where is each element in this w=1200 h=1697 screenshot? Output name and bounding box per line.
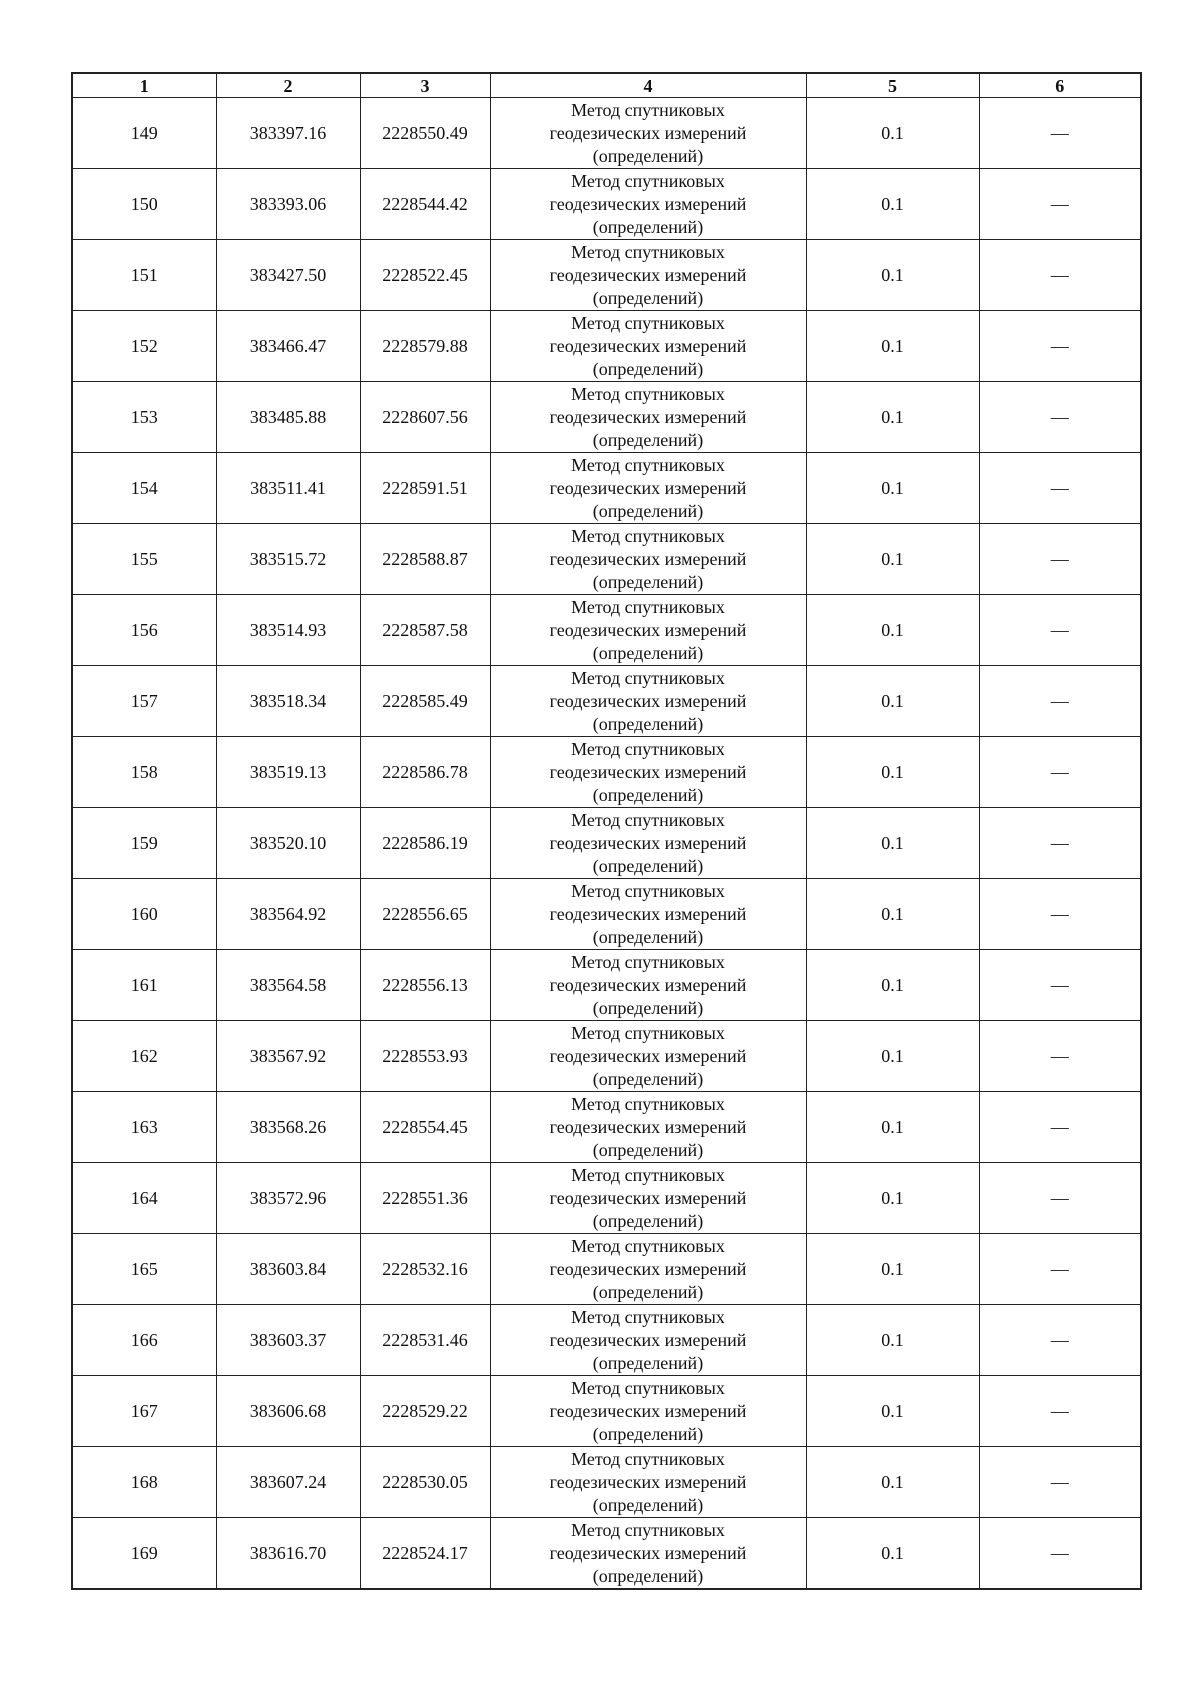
method-line: (определений) xyxy=(592,1565,704,1586)
x-coordinate-cell: 383603.37 xyxy=(216,1305,360,1376)
method-line: Метод спутниковых xyxy=(571,99,725,120)
method-line: геодезических измерений xyxy=(549,548,747,569)
method-line: (определений) xyxy=(592,997,704,1018)
y-coordinate-cell: 2228550.49 xyxy=(360,98,490,169)
method-line: (определений) xyxy=(592,855,704,876)
accuracy-cell: 0.1 xyxy=(806,1092,979,1163)
note-cell: — xyxy=(979,311,1141,382)
method-line: геодезических измерений xyxy=(549,193,747,214)
y-coordinate-cell: 2228607.56 xyxy=(360,382,490,453)
method-line: геодезических измерений xyxy=(549,264,747,285)
method-cell xyxy=(490,98,806,169)
y-coordinate-cell: 2228553.93 xyxy=(360,1021,490,1092)
point-number-cell: 151 xyxy=(72,240,216,311)
y-coordinate-cell: 2228585.49 xyxy=(360,666,490,737)
y-coordinate-cell: 2228531.46 xyxy=(360,1305,490,1376)
table-row xyxy=(72,1163,1141,1234)
method-line: геодезических измерений xyxy=(549,761,747,782)
accuracy-cell: 0.1 xyxy=(806,666,979,737)
method-line: геодезических измерений xyxy=(549,903,747,924)
x-coordinate-cell: 383564.58 xyxy=(216,950,360,1021)
note-cell: — xyxy=(979,950,1141,1021)
x-coordinate-cell: 383603.84 xyxy=(216,1234,360,1305)
method-line: (определений) xyxy=(592,1139,704,1160)
table-row xyxy=(72,1518,1141,1590)
note-cell: — xyxy=(979,737,1141,808)
method-cell xyxy=(490,595,806,666)
method-cell xyxy=(490,311,806,382)
accuracy-cell: 0.1 xyxy=(806,1021,979,1092)
accuracy-cell: 0.1 xyxy=(806,382,979,453)
point-number-cell: 153 xyxy=(72,382,216,453)
accuracy-cell: 0.1 xyxy=(806,879,979,950)
method-line: Метод спутниковых xyxy=(571,596,725,617)
point-number-cell: 158 xyxy=(72,737,216,808)
method-line: (определений) xyxy=(592,1281,704,1302)
table-row xyxy=(72,666,1141,737)
table-row xyxy=(72,1305,1141,1376)
method-line: Метод спутниковых xyxy=(571,809,725,830)
y-coordinate-cell: 2228588.87 xyxy=(360,524,490,595)
method-cell xyxy=(490,666,806,737)
method-cell xyxy=(490,1376,806,1447)
note-cell: — xyxy=(979,1092,1141,1163)
method-cell xyxy=(490,808,806,879)
method-line: геодезических измерений xyxy=(549,1400,747,1421)
point-number-cell: 168 xyxy=(72,1447,216,1518)
table-row xyxy=(72,595,1141,666)
method-line: Метод спутниковых xyxy=(571,738,725,759)
method-line: Метод спутниковых xyxy=(571,1377,725,1398)
method-cell xyxy=(490,240,806,311)
method-line: Метод спутниковых xyxy=(571,1306,725,1327)
header-col-1: 1 xyxy=(72,73,216,98)
method-cell xyxy=(490,453,806,524)
note-cell: — xyxy=(979,98,1141,169)
point-number-cell: 160 xyxy=(72,879,216,950)
table-row xyxy=(72,737,1141,808)
x-coordinate-cell: 383427.50 xyxy=(216,240,360,311)
y-coordinate-cell: 2228587.58 xyxy=(360,595,490,666)
table-row xyxy=(72,382,1141,453)
note-cell: — xyxy=(979,382,1141,453)
method-line: геодезических измерений xyxy=(549,690,747,711)
method-cell xyxy=(490,382,806,453)
point-number-cell: 156 xyxy=(72,595,216,666)
table-row xyxy=(72,1021,1141,1092)
x-coordinate-cell: 383572.96 xyxy=(216,1163,360,1234)
note-cell: — xyxy=(979,1234,1141,1305)
method-line: Метод спутниковых xyxy=(571,880,725,901)
note-cell: — xyxy=(979,808,1141,879)
accuracy-cell: 0.1 xyxy=(806,808,979,879)
accuracy-cell: 0.1 xyxy=(806,595,979,666)
method-line: Метод спутниковых xyxy=(571,454,725,475)
point-number-cell: 155 xyxy=(72,524,216,595)
method-cell xyxy=(490,1092,806,1163)
table-row xyxy=(72,524,1141,595)
method-line: геодезических измерений xyxy=(549,619,747,640)
point-number-cell: 154 xyxy=(72,453,216,524)
method-cell xyxy=(490,1234,806,1305)
accuracy-cell: 0.1 xyxy=(806,950,979,1021)
method-cell xyxy=(490,879,806,950)
header-col-4: 4 xyxy=(490,73,806,98)
point-number-cell: 157 xyxy=(72,666,216,737)
point-number-cell: 152 xyxy=(72,311,216,382)
note-cell: — xyxy=(979,1518,1141,1590)
method-line: геодезических измерений xyxy=(549,1258,747,1279)
method-line: геодезических измерений xyxy=(549,122,747,143)
method-line: Метод спутниковых xyxy=(571,1448,725,1469)
x-coordinate-cell: 383616.70 xyxy=(216,1518,360,1590)
table-row xyxy=(72,169,1141,240)
method-cell xyxy=(490,169,806,240)
method-cell xyxy=(490,737,806,808)
table-row xyxy=(72,950,1141,1021)
accuracy-cell: 0.1 xyxy=(806,240,979,311)
accuracy-cell: 0.1 xyxy=(806,737,979,808)
method-cell xyxy=(490,1518,806,1590)
point-number-cell: 167 xyxy=(72,1376,216,1447)
method-line: (определений) xyxy=(592,1494,704,1515)
accuracy-cell: 0.1 xyxy=(806,1447,979,1518)
y-coordinate-cell: 2228586.78 xyxy=(360,737,490,808)
coordinates-table xyxy=(71,72,1142,1590)
method-line: геодезических измерений xyxy=(549,406,747,427)
method-line: (определений) xyxy=(592,1210,704,1231)
x-coordinate-cell: 383515.72 xyxy=(216,524,360,595)
point-number-cell: 159 xyxy=(72,808,216,879)
y-coordinate-cell: 2228556.13 xyxy=(360,950,490,1021)
table-header xyxy=(72,73,1141,98)
method-line: геодезических измерений xyxy=(549,1329,747,1350)
header-col-2: 2 xyxy=(216,73,360,98)
note-cell: — xyxy=(979,240,1141,311)
y-coordinate-cell: 2228586.19 xyxy=(360,808,490,879)
y-coordinate-cell: 2228554.45 xyxy=(360,1092,490,1163)
table-body xyxy=(72,98,1141,1590)
table-row xyxy=(72,808,1141,879)
method-line: Метод спутниковых xyxy=(571,667,725,688)
point-number-cell: 163 xyxy=(72,1092,216,1163)
y-coordinate-cell: 2228532.16 xyxy=(360,1234,490,1305)
method-line: (определений) xyxy=(592,500,704,521)
method-line: (определений) xyxy=(592,287,704,308)
accuracy-cell: 0.1 xyxy=(806,524,979,595)
method-line: Метод спутниковых xyxy=(571,1235,725,1256)
table-row xyxy=(72,1234,1141,1305)
method-cell xyxy=(490,1447,806,1518)
header-row xyxy=(72,73,1141,98)
method-line: Метод спутниковых xyxy=(571,1022,725,1043)
method-cell xyxy=(490,524,806,595)
method-line: (определений) xyxy=(592,784,704,805)
point-number-cell: 162 xyxy=(72,1021,216,1092)
y-coordinate-cell: 2228579.88 xyxy=(360,311,490,382)
point-number-cell: 149 xyxy=(72,98,216,169)
method-cell xyxy=(490,1305,806,1376)
method-line: Метод спутниковых xyxy=(571,170,725,191)
method-line: (определений) xyxy=(592,429,704,450)
note-cell: — xyxy=(979,453,1141,524)
method-line: геодезических измерений xyxy=(549,1542,747,1563)
method-line: геодезических измерений xyxy=(549,477,747,498)
note-cell: — xyxy=(979,1447,1141,1518)
note-cell: — xyxy=(979,1376,1141,1447)
note-cell: — xyxy=(979,1305,1141,1376)
method-line: Метод спутниковых xyxy=(571,312,725,333)
accuracy-cell: 0.1 xyxy=(806,311,979,382)
method-line: Метод спутниковых xyxy=(571,241,725,262)
header-col-5: 5 xyxy=(806,73,979,98)
accuracy-cell: 0.1 xyxy=(806,1234,979,1305)
table-row xyxy=(72,1092,1141,1163)
method-line: геодезических измерений xyxy=(549,1187,747,1208)
method-cell xyxy=(490,950,806,1021)
note-cell: — xyxy=(979,666,1141,737)
accuracy-cell: 0.1 xyxy=(806,1376,979,1447)
x-coordinate-cell: 383485.88 xyxy=(216,382,360,453)
method-line: геодезических измерений xyxy=(549,832,747,853)
y-coordinate-cell: 2228529.22 xyxy=(360,1376,490,1447)
point-number-cell: 169 xyxy=(72,1518,216,1590)
x-coordinate-cell: 383518.34 xyxy=(216,666,360,737)
y-coordinate-cell: 2228522.45 xyxy=(360,240,490,311)
point-number-cell: 161 xyxy=(72,950,216,1021)
method-line: (определений) xyxy=(592,713,704,734)
method-line: (определений) xyxy=(592,642,704,663)
method-line: геодезических измерений xyxy=(549,1471,747,1492)
accuracy-cell: 0.1 xyxy=(806,1518,979,1590)
table-row xyxy=(72,1447,1141,1518)
note-cell: — xyxy=(979,595,1141,666)
table-row xyxy=(72,453,1141,524)
table-row xyxy=(72,879,1141,950)
method-line: геодезических измерений xyxy=(549,335,747,356)
method-line: геодезических измерений xyxy=(549,1045,747,1066)
y-coordinate-cell: 2228544.42 xyxy=(360,169,490,240)
accuracy-cell: 0.1 xyxy=(806,98,979,169)
method-line: Метод спутниковых xyxy=(571,1164,725,1185)
accuracy-cell: 0.1 xyxy=(806,169,979,240)
point-number-cell: 150 xyxy=(72,169,216,240)
y-coordinate-cell: 2228524.17 xyxy=(360,1518,490,1590)
header-col-3: 3 xyxy=(360,73,490,98)
point-number-cell: 165 xyxy=(72,1234,216,1305)
table-row xyxy=(72,1376,1141,1447)
header-col-6: 6 xyxy=(979,73,1141,98)
note-cell: — xyxy=(979,524,1141,595)
table-row xyxy=(72,98,1141,169)
method-line: (определений) xyxy=(592,571,704,592)
x-coordinate-cell: 383567.92 xyxy=(216,1021,360,1092)
method-line: Метод спутниковых xyxy=(571,1093,725,1114)
method-line: Метод спутниковых xyxy=(571,525,725,546)
table-row xyxy=(72,240,1141,311)
note-cell: — xyxy=(979,1021,1141,1092)
method-line: геодезических измерений xyxy=(549,1116,747,1137)
x-coordinate-cell: 383568.26 xyxy=(216,1092,360,1163)
method-line: (определений) xyxy=(592,358,704,379)
method-line: (определений) xyxy=(592,145,704,166)
note-cell: — xyxy=(979,1163,1141,1234)
method-line: (определений) xyxy=(592,1423,704,1444)
method-line: (определений) xyxy=(592,1352,704,1373)
x-coordinate-cell: 383520.10 xyxy=(216,808,360,879)
x-coordinate-cell: 383511.41 xyxy=(216,453,360,524)
x-coordinate-cell: 383564.92 xyxy=(216,879,360,950)
method-line: геодезических измерений xyxy=(549,974,747,995)
method-line: Метод спутниковых xyxy=(571,1519,725,1540)
note-cell: — xyxy=(979,879,1141,950)
method-line: (определений) xyxy=(592,926,704,947)
method-cell xyxy=(490,1021,806,1092)
table-row xyxy=(72,311,1141,382)
x-coordinate-cell: 383393.06 xyxy=(216,169,360,240)
accuracy-cell: 0.1 xyxy=(806,1305,979,1376)
x-coordinate-cell: 383514.93 xyxy=(216,595,360,666)
accuracy-cell: 0.1 xyxy=(806,1163,979,1234)
method-line: Метод спутниковых xyxy=(571,951,725,972)
y-coordinate-cell: 2228591.51 xyxy=(360,453,490,524)
x-coordinate-cell: 383606.68 xyxy=(216,1376,360,1447)
point-number-cell: 166 xyxy=(72,1305,216,1376)
x-coordinate-cell: 383519.13 xyxy=(216,737,360,808)
x-coordinate-cell: 383466.47 xyxy=(216,311,360,382)
x-coordinate-cell: 383607.24 xyxy=(216,1447,360,1518)
point-number-cell: 164 xyxy=(72,1163,216,1234)
method-cell xyxy=(490,1163,806,1234)
note-cell: — xyxy=(979,169,1141,240)
accuracy-cell: 0.1 xyxy=(806,453,979,524)
y-coordinate-cell: 2228551.36 xyxy=(360,1163,490,1234)
method-line: (определений) xyxy=(592,216,704,237)
y-coordinate-cell: 2228530.05 xyxy=(360,1447,490,1518)
method-line: (определений) xyxy=(592,1068,704,1089)
y-coordinate-cell: 2228556.65 xyxy=(360,879,490,950)
x-coordinate-cell: 383397.16 xyxy=(216,98,360,169)
method-line: Метод спутниковых xyxy=(571,383,725,404)
